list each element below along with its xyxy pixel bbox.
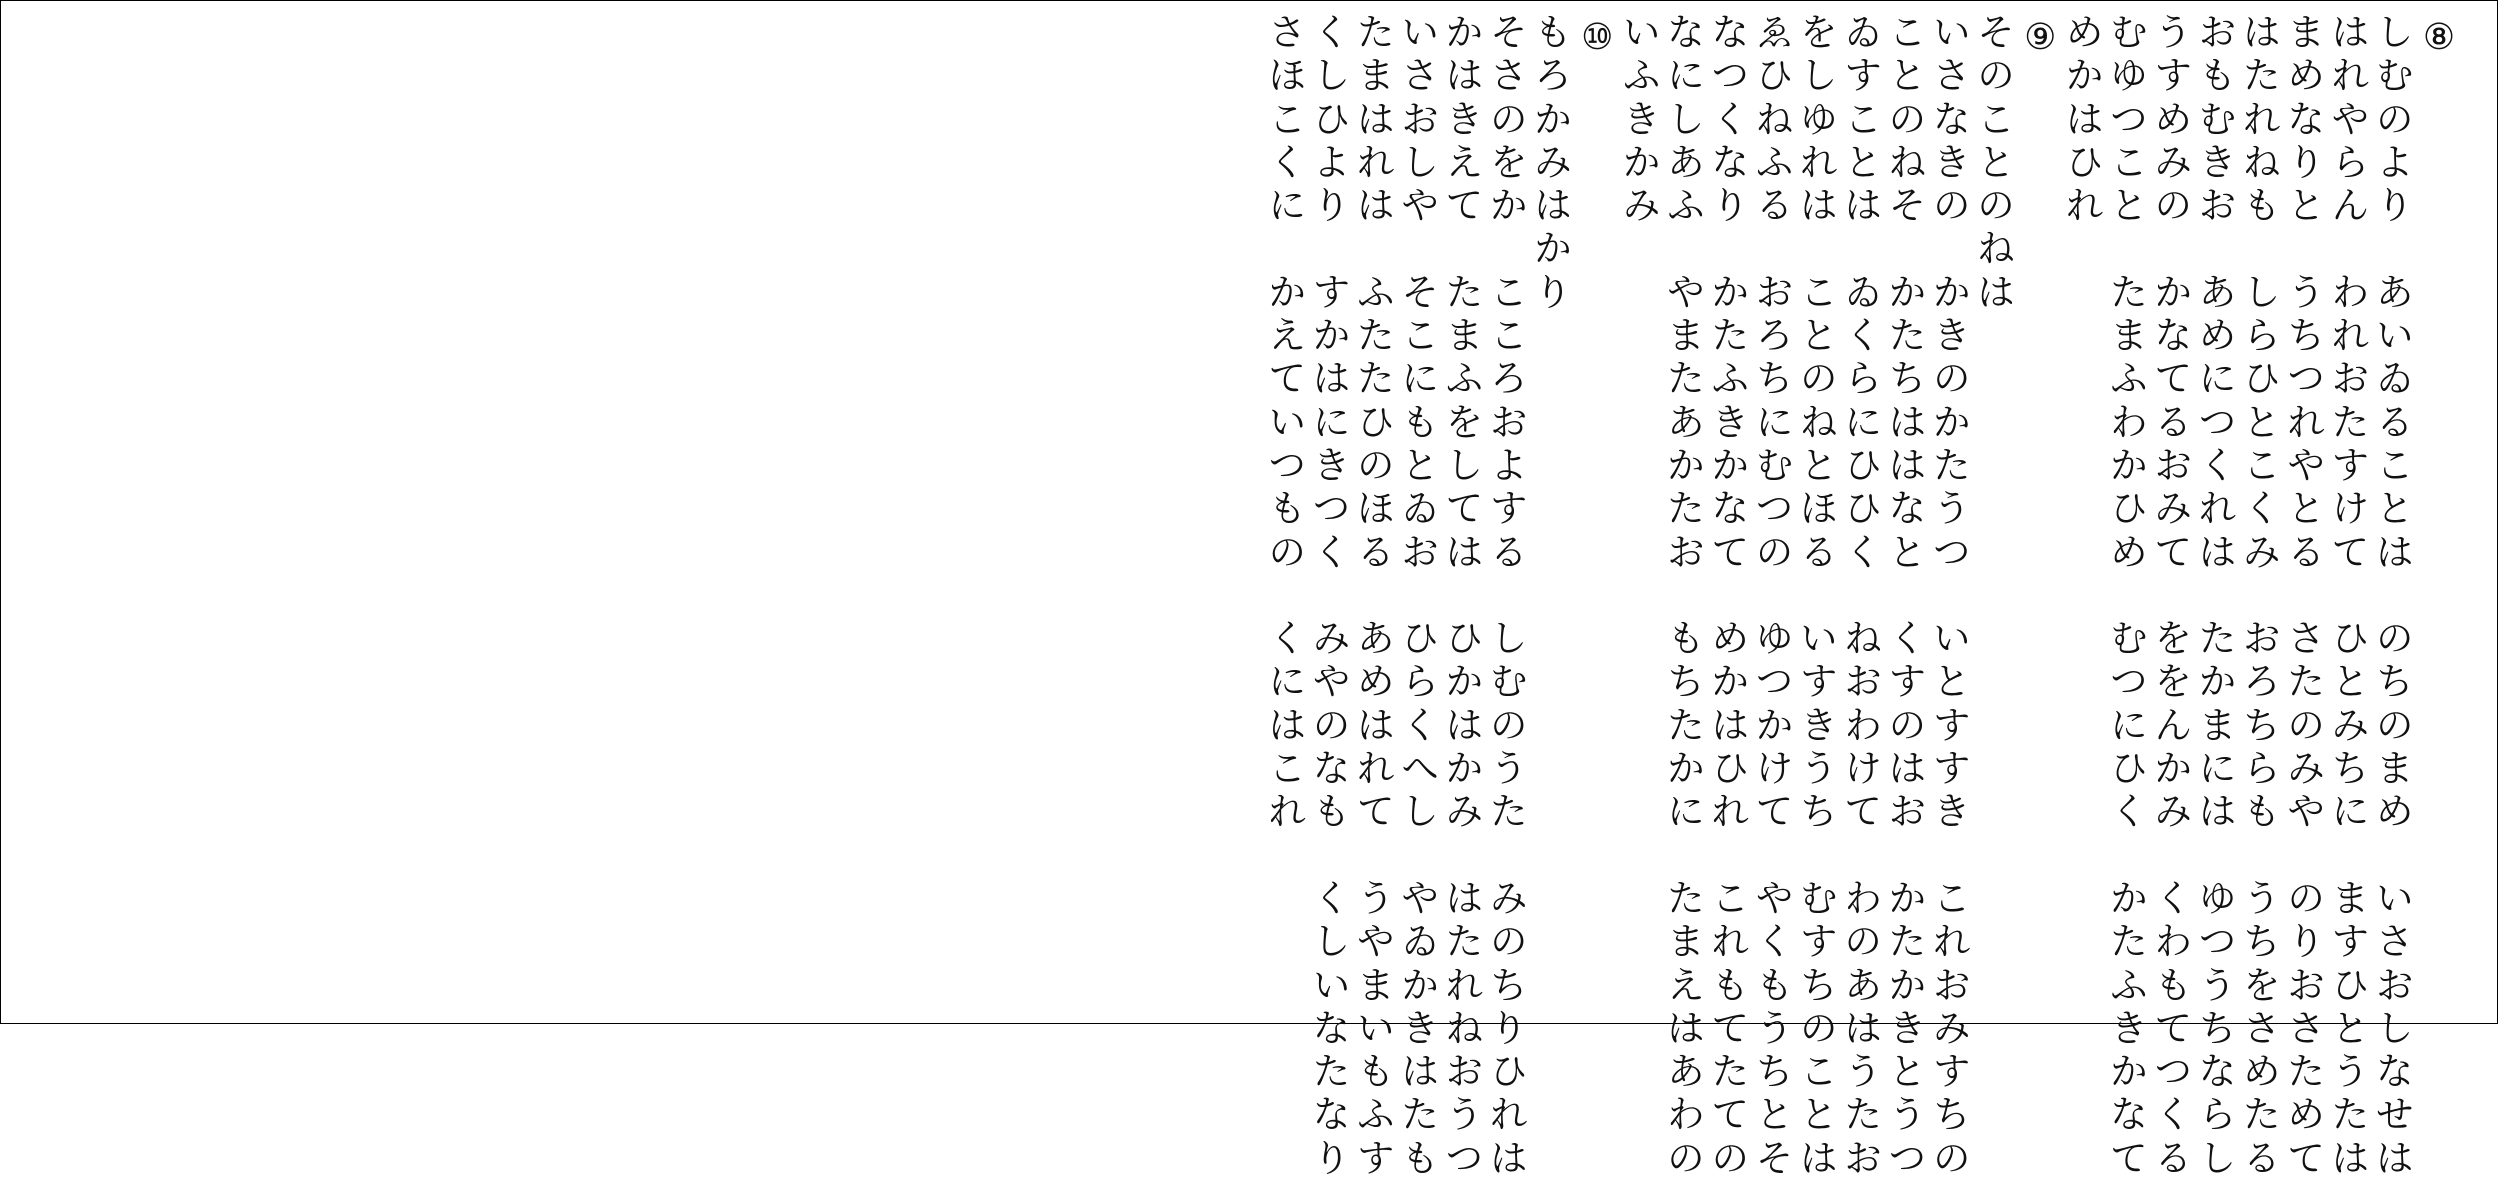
verse-line: こ と の ね そ か た ち は は な と く す の は お か た か き と う つ [1888,11,1926,1180]
section-number: ⑨ [2024,17,2057,58]
verse-line: う す め み の か な て る お み て を を ん か み く わ も て つ く る [2154,11,2192,1180]
verse-line: い さ な き の か き の か た う つ い と す す き こ れ お み す ち の [1933,11,1971,1180]
verse-line: そ の こ と の ね は [1977,11,2015,314]
verse-line: お も む き お あ め に つ く れ は た か ま に は ゆ つ う ち な ら し [2199,11,2236,1180]
verse-line: も ろ か み は か り [1534,11,1572,314]
verse-line: ま め な り と う ち つ れ や と る さ た の み や の り お さ た め て [2287,11,2325,1180]
verse-line: を し ゆ れ は こ と の ね と ほ る い す き う ち む す ち の こ と は [1800,11,1838,1180]
section-number: ⑩ [1581,17,1614,58]
verse-line: む ゆ つ こ と た ま ふ わ か ひ め む つ に ひ く か た ふ き か な て [2110,11,2148,1180]
verse-line: は れ や ら ん わ れ お た す け て ひ と み ち に ま す ひ と う た は [2331,11,2369,1180]
verse-line: な に し あ ふ や ま た あ か た お も ち た か に た ま え は あ わ の [1667,11,1705,1180]
verse-line: い さ お し や そ こ に も と ゐ お ひ ら く へ し や ゐ か き は た も [1401,11,1439,1180]
verse-line: そ さ の を か こ こ ろ お よ す る し む の う た み の ち り ひ れ は [1490,11,1528,1180]
verse-line: し む の よ り あ い ゐ る こ と は の ち の ま め い さ お し な せ は [2376,11,2414,1180]
verse-line: は た れ ね も し ら ひ と こ く み お ろ ち ら も う ち を さ め た る [2243,11,2281,1180]
verse-line: ゐ す こ と は ゐ く ら に ひ ひ く ね お わ け て わ の あ は う た お [1844,11,1882,1180]
verse-line: く し ひ よ り す か は に き つ く み や の な も く し い な た な り [1313,11,1350,1180]
verse-line: め か は ひ れ [2066,11,2104,228]
verse-line: か は き え て た ま ふ を し て は ひ か は か み は た れ ね お う つ [1445,11,1483,1180]
verse-line: さ ほ こ く に か え て い つ も の く に は こ れ [1268,11,1306,834]
verse-line: い ふ き か み [1623,11,1661,228]
verse-line: な つ く な り か た ふ き か な て め か は ひ れ こ れ も て た て の [1711,11,1749,1180]
verse-line: ゑ ひ ね ふ る お ろ ち に む つ の ゆ つ か け て や く も う ち と そ [1756,11,1793,1180]
section-number: ⑧ [2422,17,2456,58]
verse-line: た ま は れ は ふ た た ひ の ほ る あ め は れ て う や ま い も ふ す [1357,11,1395,1180]
